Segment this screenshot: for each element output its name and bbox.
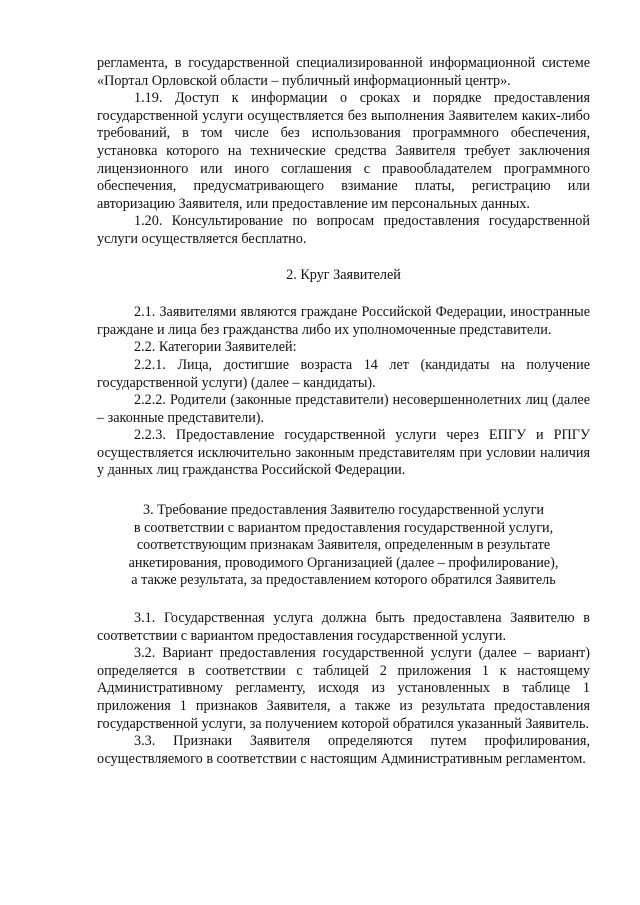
section-3-heading-line: соответствующим признакам Заявителя, определенным в результате — [136, 537, 551, 554]
section-3-heading-line: 3. Требование предоставления Заявителю государственной услуги — [142, 502, 544, 519]
document-body — [97, 55, 590, 768]
paragraph-1-19: 1.19. Доступ к информации о сроках и порядке предоставления государственной услуги осуществляется без выполнения Заявителем каких-либо требований, в том числе без использования программного обеспечения, установка которого на технические средства Заявителя требует заключения лицензионного или иного соглашения с правообладателем программного обеспечения, предусматривающего взимание платы, регистрацию или авторизацию Заявителя, или предоставление им персональных данных. — [97, 90, 590, 212]
paragraph-2-2: 2.2. Категории Заявителей: — [134, 339, 297, 356]
paragraph-2-2-3: 2.2.3. Предоставление государственной услуги через ЕПГУ и РПГУ осуществляется исключительно законным представителям при условии наличия у данных лиц гражданства Российской Федерации. — [97, 427, 590, 479]
section-3-heading — [97, 502, 590, 590]
paragraph-1-20: 1.20. Консультирование по вопросам предоставления государственной услуги осуществляется бесплатно. — [97, 213, 590, 247]
paragraph-2-1: 2.1. Заявителями являются граждане Российской Федерации, иностранные граждане и лица без гражданства либо их уполномоченные представители. — [97, 304, 590, 338]
paragraph-2-2-2: 2.2.2. Родители (законные представители) несовершеннолетних лиц (далее – законные представители). — [97, 392, 590, 426]
section-2-heading: 2. Круг Заявителей — [286, 266, 401, 283]
paragraph-3-2: 3.2. Вариант предоставления государственной услуги (далее – вариант) определяется в соответствии с таблицей 2 приложения 1 к настоящему Административному регламенту, исходя из установленных в таблице 1 приложения 1 признаков Заявителя, а также из результата предоставления государственной услуги, за получением которой обратился указанный Заявитель. — [97, 645, 590, 732]
paragraph-3-3: 3.3. Признаки Заявителя определяются путем профилирования, осуществляемого в соответствии с настоящим Административным регламентом. — [97, 733, 590, 767]
section-3-heading-line: в соответствии с вариантом предоставления государственной услуги, — [133, 519, 554, 536]
paragraph-1-18-continued: регламента, в государственной специализированной информационной системе «Портал Орловской области – публичный информационный центр». — [97, 55, 590, 89]
section-3-heading-line: а также результата, за предоставлением которого обратился Заявитель — [131, 572, 556, 589]
section-3-heading-line: анкетирования, проводимого Организацией (далее – профилирование), — [128, 554, 559, 571]
paragraph-3-1: 3.1. Государственная услуга должна быть предоставлена Заявителю в соответствии с вариантом предоставления государственной услуги. — [97, 610, 590, 644]
paragraph-2-2-1: 2.2.1. Лица, достигшие возраста 14 лет (кандидаты на получение государственной услуги) (далее – кандидаты). — [97, 356, 590, 391]
